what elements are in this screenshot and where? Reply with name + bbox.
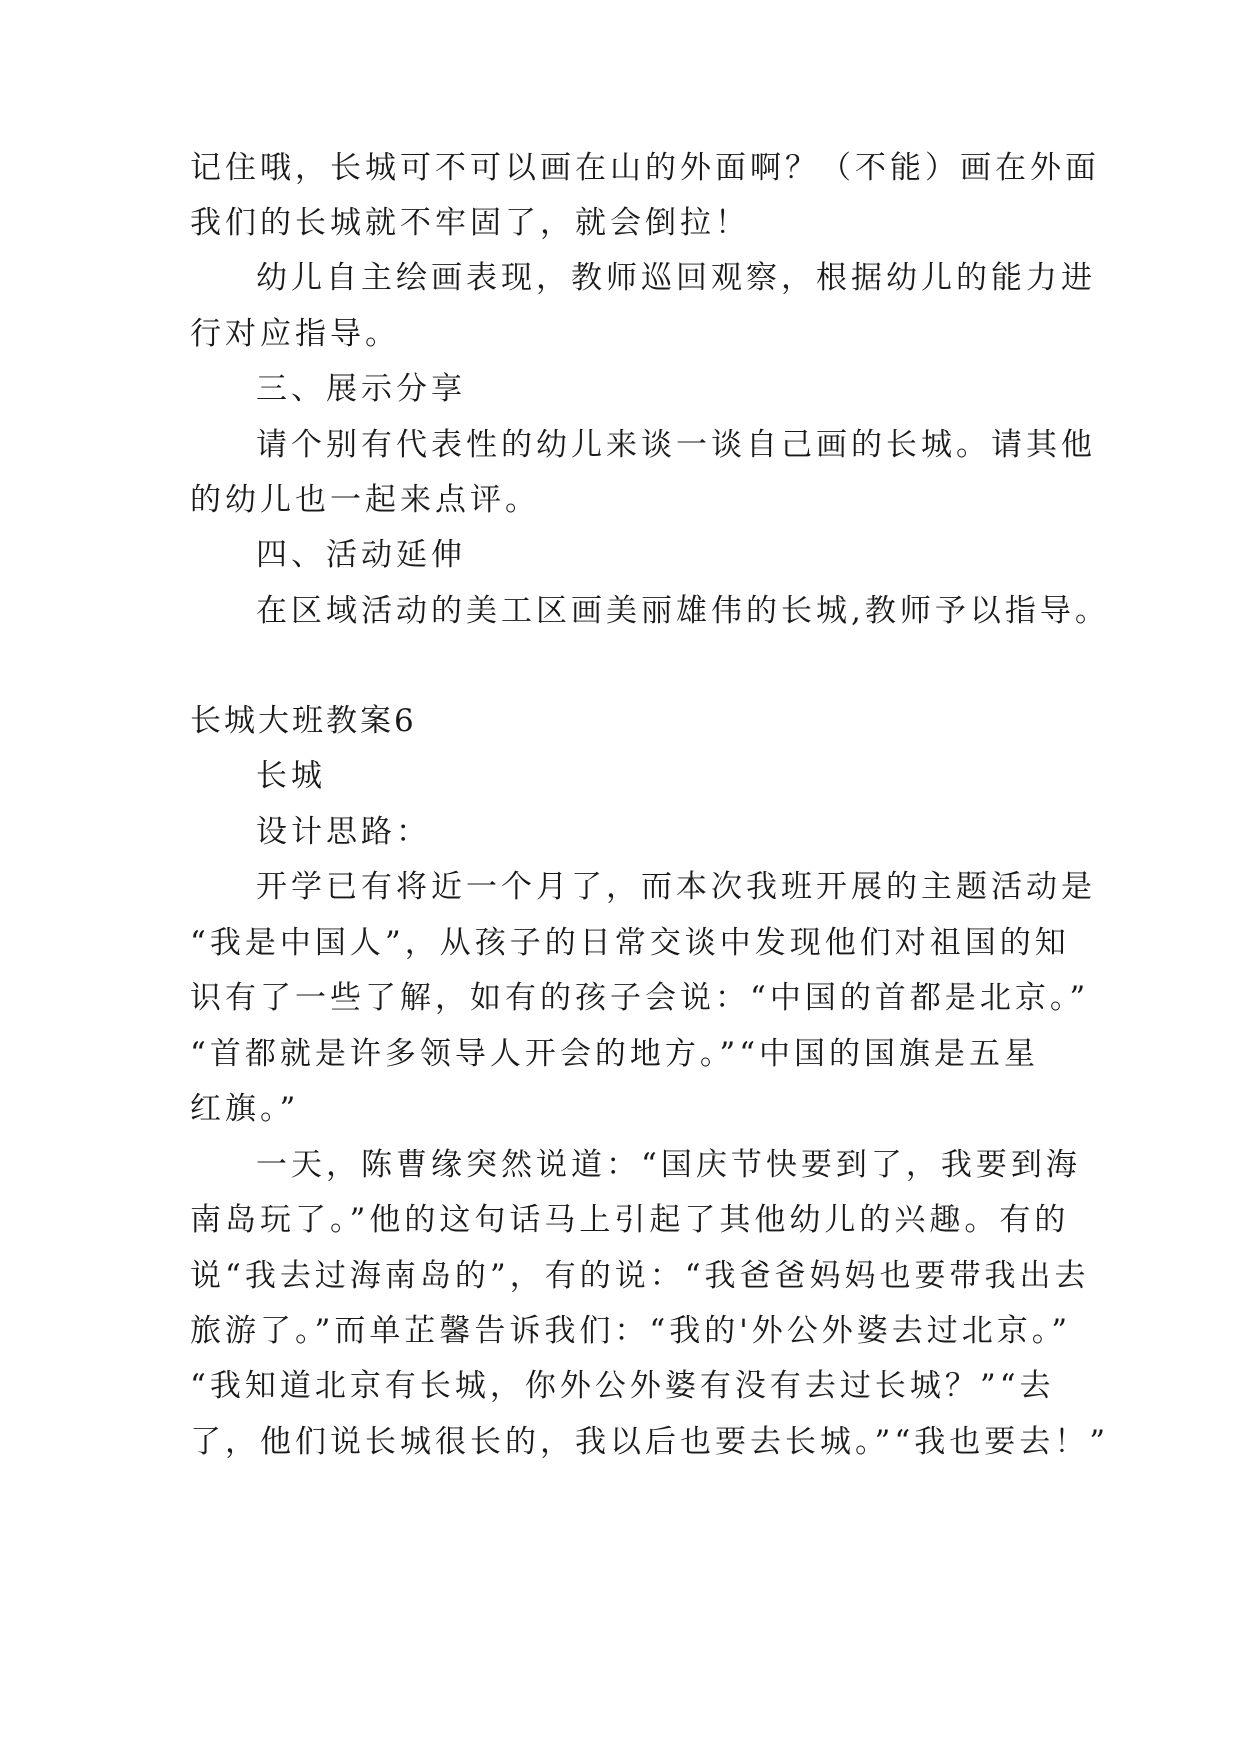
body-text-line: 我们的长城就不牢固了，就会倒拉！: [190, 205, 750, 241]
lesson-plan-title: 长城大班教案6: [190, 703, 417, 739]
body-text-line: 说“我去过海南岛的”，有的说：“我爸爸妈妈也要带我出去: [190, 1258, 1090, 1294]
body-text-line: 了，他们说长城很长的，我以后也要去长城。”“我也要去！”: [190, 1424, 1110, 1460]
body-text-line: 的幼儿也一起来点评。: [190, 482, 540, 518]
body-text-line: 记住哦，长城可不可以画在山的外面啊？（不能）画在外面: [190, 150, 1100, 186]
body-text-line: “首都就是许多领导人开会的地方。”“中国的国旗是五星: [190, 1036, 1040, 1072]
paragraph-start-line: 请个别有代表性的幼儿来谈一谈自己画的长城。请其他: [256, 427, 1096, 463]
lesson-subtitle: 长城: [256, 758, 326, 794]
body-text-line: 行对应指导。: [190, 316, 400, 352]
section-heading: 设计思路：: [256, 814, 431, 850]
paragraph-start-line: 在区域活动的美工区画美丽雄伟的长城,教师予以指导。: [256, 593, 1110, 629]
paragraph-start-line: 一天，陈曹缘突然说道：“国庆节快要到了，我要到海: [256, 1147, 1081, 1183]
body-text-line: “我知道北京有长城，你外公外婆有没有去过长城？”“去: [190, 1368, 1055, 1404]
section-heading: 三、展示分享: [256, 371, 466, 407]
paragraph-start-line: 幼儿自主绘画表现，教师巡回观察，根据幼儿的能力进: [256, 260, 1096, 296]
body-text-line: “我是中国人”，从孩子的日常交谈中发现他们对祖国的知: [190, 925, 1070, 961]
body-text-line: 红旗。”: [190, 1091, 300, 1127]
body-text-line: 旅游了。”而单芷馨告诉我们：“我的'外公外婆去过北京。”: [190, 1313, 1072, 1349]
body-text-line: 识有了一些了解，如有的孩子会说：“中国的首都是北京。”: [190, 980, 1090, 1016]
paragraph-start-line: 开学已有将近一个月了，而本次我班开展的主题活动是: [256, 869, 1096, 905]
body-text-line: 南岛玩了。”他的这句话马上引起了其他幼儿的兴趣。有的: [190, 1202, 1070, 1238]
section-heading: 四、活动延伸: [256, 537, 466, 573]
